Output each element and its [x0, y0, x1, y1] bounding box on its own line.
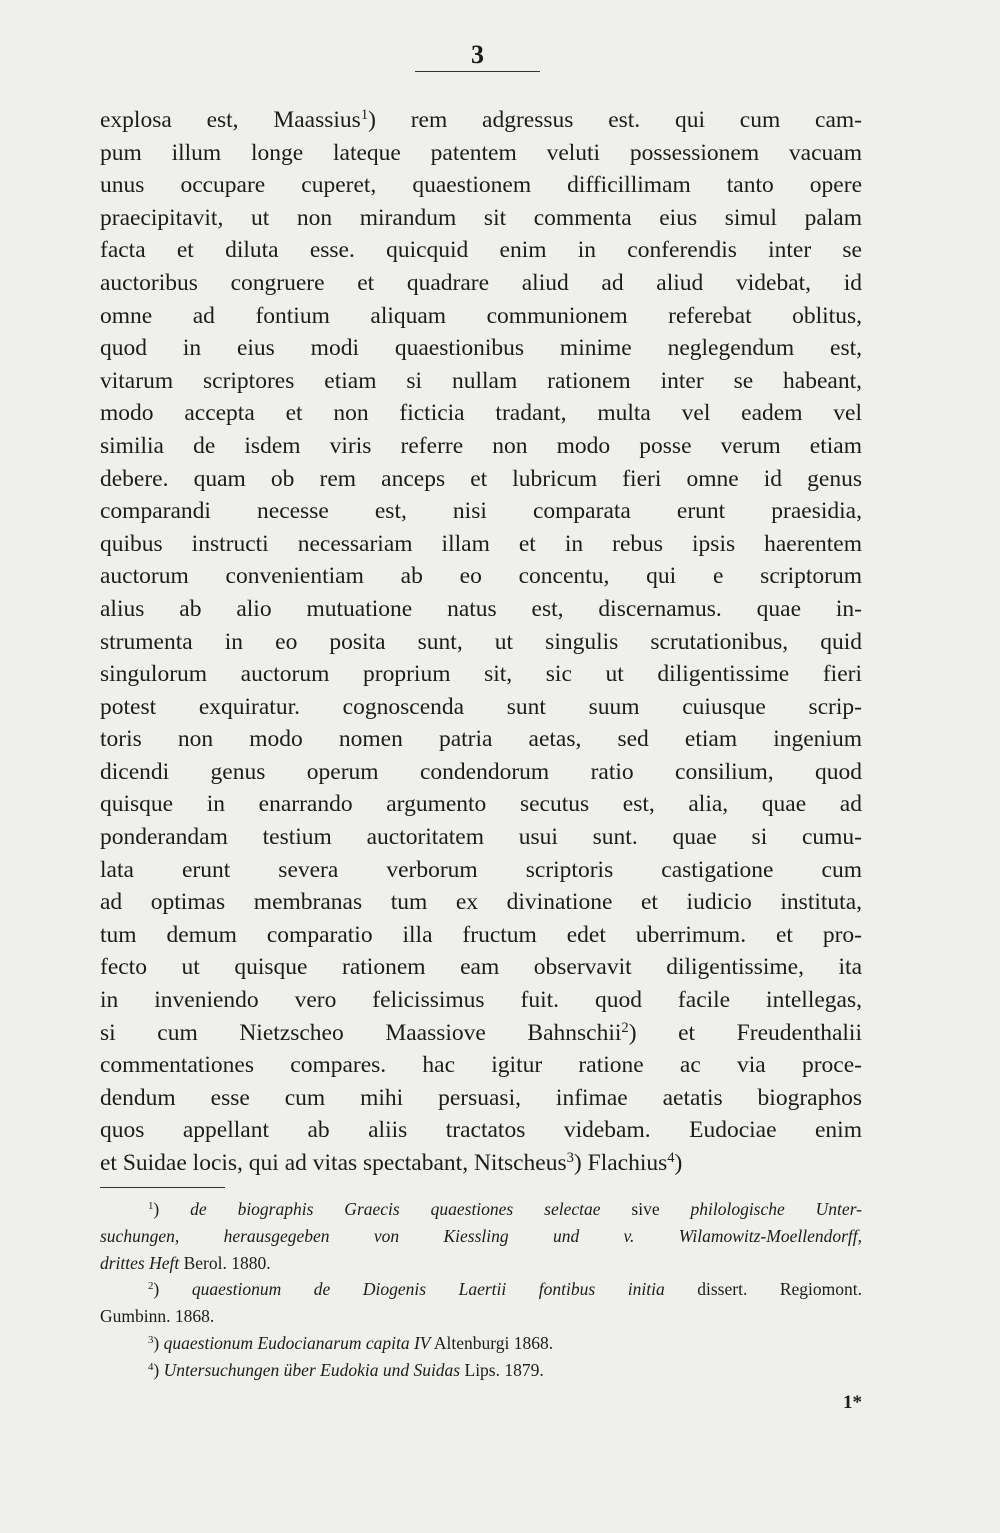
body-line [100, 495, 862, 528]
text-run: pum illum longe lateque patentem veluti possessionem vacuam [100, 139, 862, 166]
footnote-reference: 2 [621, 1019, 629, 1036]
footnote-reference: 3 [566, 1150, 574, 1166]
text-run: ) et Freudenthalii [628, 1019, 862, 1046]
body-line [100, 756, 862, 789]
body-line [100, 430, 862, 463]
text-run: ad optimas membranas tum ex divinatione et iudicio instituta, [100, 889, 862, 916]
text-run: lata erunt severa verborum scriptoris castigatione cum [100, 856, 862, 883]
text-run: Berol. 1880. [179, 1252, 271, 1273]
text-run: singulorum auctorum proprium sit, sic ut diligentissime fieri [100, 661, 862, 688]
italic-title: de biographis Graecis quaestiones selectae [190, 1199, 601, 1219]
body-line [100, 104, 862, 137]
footnote-reference: 4 [667, 1150, 675, 1166]
text-run: et Suidae locis, qui ad vitas spectabant, Nitscheus [100, 1150, 567, 1176]
header-rule [415, 71, 540, 72]
text-run: commentationes compares. hac igitur ratione ac via proce- [100, 1052, 862, 1079]
footnote-reference: 1 [360, 107, 369, 123]
text-run: ) rem adgressus est. qui cum cam- [368, 107, 862, 133]
text-run: strumenta in eo posita sunt, ut singulis scrutationibus, quid [100, 628, 862, 655]
body-line [100, 137, 862, 170]
body-line [100, 788, 862, 821]
body-line [100, 919, 862, 952]
text-run: toris non modo nomen patria aetas, sed etiam ingenium [100, 726, 862, 753]
text-run: praecipitavit, ut non mirandum sit commenta eius simul palam [100, 204, 862, 231]
italic-title: quaestionum de Diogenis Laertii fontibus initia [191, 1279, 665, 1300]
text-run: dissert. Regiomont. [664, 1279, 863, 1300]
text-run: Altenburgi 1868. [430, 1332, 554, 1353]
text-run: vitarum scriptores etiam si nullam rationem inter se habeant, [100, 367, 862, 394]
text-run: fecto ut quisque rationem eam observavit diligentissime, ita [100, 954, 862, 981]
body-line [100, 300, 862, 333]
body-line [100, 593, 862, 626]
body-line [100, 723, 862, 756]
footnote-line [100, 1330, 862, 1357]
italic-title: Untersuchungen über Eudokia und Suidas [163, 1359, 461, 1380]
text-run: si cum Nietzscheo Maassiove Bahnschii [100, 1019, 622, 1046]
text-run: auctoribus congruere et quadrare aliud ad aliud videbat, id [100, 269, 862, 296]
body-line [100, 169, 862, 202]
body-line [100, 984, 862, 1017]
body-line [100, 821, 862, 854]
text-run: auctorum convenientiam ab eo concentu, qui e scriptorum [100, 563, 862, 590]
body-line [100, 397, 862, 430]
text-run: ) [153, 1359, 164, 1380]
body-line [100, 560, 862, 593]
text-run: quos appellant ab aliis tractatos videbam. Eudociae enim [100, 1117, 862, 1144]
footnote-line [100, 1276, 862, 1303]
footnote-line [100, 1250, 862, 1277]
footnote-line [100, 1303, 862, 1330]
body-line [100, 202, 862, 235]
body-line [100, 267, 862, 300]
text-run: Gumbinn. 1868. [100, 1306, 215, 1327]
text-run: explosa est, Maassius [100, 107, 361, 133]
text-run: ) [153, 1332, 164, 1353]
body-line [100, 886, 862, 919]
text-run: debere. quam ob rem anceps et lubricum fieri omne id genus [100, 465, 862, 492]
text-run: quibus instructi necessariam illam et in rebus ipsis haerentem [100, 530, 862, 557]
text-run: similia de isdem viris referre non modo posse verum etiam [100, 432, 862, 459]
text-run: Lips. 1879. [460, 1359, 544, 1380]
footnotes [100, 1196, 862, 1384]
text-run: comparandi necesse est, nisi comparata erunt praesidia, [100, 498, 862, 525]
body-line [100, 626, 862, 659]
text-run: ) [153, 1279, 192, 1300]
text-run: in inveniendo vero felicissimus fuit. quod facile intellegas, [100, 987, 862, 1014]
text-run: quisque in enarrando argumento secutus est, alia, quae ad [100, 791, 862, 818]
body-line [100, 1082, 862, 1115]
text-run: quod in eius modi quaestionibus minime neglegendum est, [100, 335, 862, 362]
text-run: facta et diluta esse. quicquid enim in conferendis inter se [100, 237, 862, 264]
italic-title: philologische Unter- [690, 1199, 862, 1219]
italic-title: quaestionum Eudocianarum capita IV [163, 1332, 431, 1353]
body-line [100, 1049, 862, 1082]
footnote-reference: 4 [148, 1360, 154, 1373]
text-run: tum demum comparatio illa fructum edet uberrimum. et pro- [100, 921, 862, 948]
page-number: 3 [471, 40, 484, 69]
text-run: dicendi genus operum condendorum ratio consilium, quod [100, 758, 862, 785]
body-text [100, 104, 862, 1180]
italic-title: drittes Heft [100, 1252, 180, 1273]
footnote-line [100, 1223, 862, 1250]
body-line [100, 854, 862, 887]
text-run: modo accepta et non ficticia tradant, multa vel eadem vel [100, 400, 862, 427]
body-line [100, 528, 862, 561]
text-run: omne ad fontium aliquam communionem referebat oblitus, [100, 302, 862, 329]
text-run: ) [153, 1199, 191, 1219]
body-line [100, 332, 862, 365]
text-run: ponderandam testium auctoritatem usui sunt. quae si cumu- [100, 824, 862, 851]
text-run: dendum esse cum mihi persuasi, infimae aetatis biographos [100, 1084, 862, 1111]
italic-title: suchungen, herausgegeben von Kiessling und v. Wilamowitz-Moellendorff, [100, 1225, 862, 1246]
text-run: ) [674, 1150, 683, 1176]
body-line [100, 234, 862, 267]
text-run: unus occupare cuperet, quaestionem difficillimam tanto opere [100, 172, 862, 199]
body-line [100, 1147, 862, 1180]
text-run: alius ab alio mutuatione natus est, discernamus. quae in- [100, 595, 862, 622]
text-run: potest exquiratur. cognoscenda sunt suum cuiusque scrip- [100, 693, 862, 720]
body-line [100, 658, 862, 691]
body-line [100, 1017, 862, 1050]
footnote-reference: 1 [148, 1200, 154, 1213]
footnote-reference: 2 [148, 1280, 154, 1293]
footnote-line [100, 1357, 862, 1384]
body-line [100, 1114, 862, 1147]
body-line [100, 951, 862, 984]
body-line [100, 691, 862, 724]
body-line [100, 365, 862, 398]
text-run: ) Flachius [573, 1150, 668, 1176]
signature-mark: 1* [843, 1392, 862, 1413]
footnote-line [100, 1196, 862, 1223]
footnote-rule [100, 1187, 225, 1188]
footnote-reference: 3 [148, 1334, 154, 1347]
text-run: sive [600, 1199, 691, 1219]
body-line [100, 463, 862, 496]
